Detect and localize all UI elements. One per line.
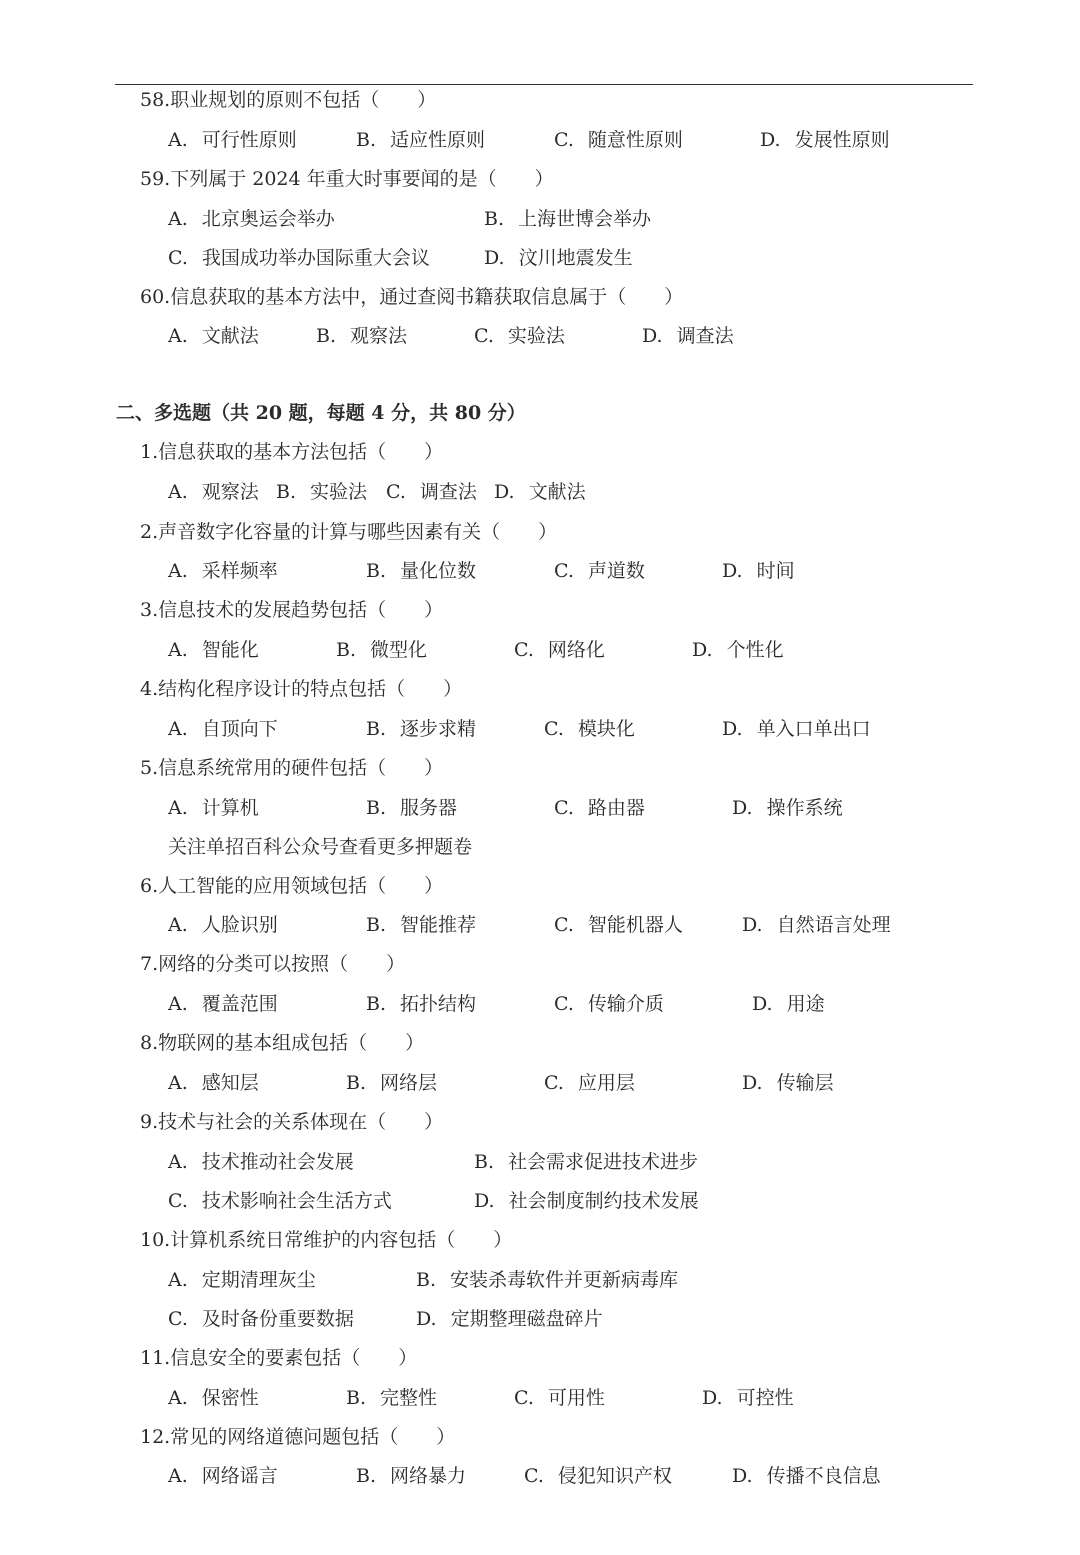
answer-option [554, 128, 683, 152]
option-text: 技术影响社会生活方式 [201, 1190, 392, 1212]
answer-option [168, 913, 278, 937]
answer-option [544, 717, 635, 741]
option-letter: D. [732, 1465, 753, 1487]
option-text: 网络暴力 [390, 1465, 467, 1487]
option-text: 用途 [786, 993, 825, 1015]
option-text: 逐步求精 [400, 718, 477, 740]
question-stem: 12.常见的网络道德问题包括（ ） [140, 1426, 456, 1448]
answer-option [416, 1268, 678, 1292]
option-letter: A. [168, 1151, 188, 1173]
answer-option [642, 324, 734, 348]
option-letter: A. [168, 1465, 188, 1487]
option-text: 网络谣言 [201, 1465, 278, 1487]
option-letter: B. [356, 129, 377, 151]
option-text: 应用层 [577, 1072, 635, 1094]
answer-option [168, 1071, 259, 1095]
option-text: 微型化 [370, 639, 428, 661]
answer-option [366, 796, 457, 820]
answer-option [524, 1464, 672, 1488]
option-text: 社会制度制约技术发展 [508, 1190, 699, 1212]
option-letter: B. [416, 1269, 437, 1291]
option-letter: D. [474, 1190, 495, 1212]
answer-option [168, 638, 259, 662]
option-letter: D. [732, 797, 753, 819]
answer-option [514, 1386, 605, 1410]
option-text: 声道数 [587, 560, 645, 582]
answer-option [168, 128, 297, 152]
option-text: 观察法 [201, 481, 259, 503]
option-letter: C. [554, 560, 574, 582]
option-letter: D. [722, 560, 743, 582]
option-letter: A. [168, 993, 188, 1015]
answer-option [554, 913, 683, 937]
option-letter: C. [514, 639, 534, 661]
option-text: 可用性 [547, 1387, 605, 1409]
answer-option [346, 1071, 437, 1095]
answer-option [494, 480, 586, 504]
option-text: 路由器 [587, 797, 645, 819]
answer-option [484, 207, 651, 231]
option-text: 智能机器人 [587, 914, 683, 936]
option-letter: A. [168, 1072, 188, 1094]
answer-option [168, 559, 278, 583]
option-text: 服务器 [400, 797, 458, 819]
option-text: 智能化 [201, 639, 259, 661]
option-letter: D. [742, 1072, 763, 1094]
option-letter: B. [346, 1072, 367, 1094]
answer-option [416, 1307, 603, 1331]
option-text: 自顶向下 [201, 718, 278, 740]
answer-option [168, 1464, 278, 1488]
answer-option [168, 246, 430, 270]
answer-option [732, 1464, 881, 1488]
option-text: 计算机 [201, 797, 259, 819]
answer-option [722, 717, 871, 741]
option-letter: D. [722, 718, 743, 740]
question-stem: 8.物联网的基本组成包括（ ） [140, 1032, 425, 1054]
option-letter: C. [168, 1308, 188, 1330]
option-letter: D. [484, 247, 505, 269]
answer-option [514, 638, 605, 662]
question-stem: 4.结构化程序设计的特点包括（ ） [140, 678, 463, 700]
option-letter: C. [554, 993, 574, 1015]
option-letter: C. [168, 247, 188, 269]
option-text: 保密性 [201, 1387, 259, 1409]
option-text: 观察法 [350, 325, 408, 347]
question-stem: 6.人工智能的应用领域包括（ ） [140, 875, 444, 897]
option-letter: D. [702, 1387, 723, 1409]
option-text: 发展性原则 [794, 129, 890, 151]
option-text: 时间 [756, 560, 795, 582]
option-letter: B. [346, 1387, 367, 1409]
option-letter: D. [494, 481, 515, 503]
answer-option [474, 1150, 698, 1174]
option-letter: C. [168, 1190, 188, 1212]
option-text: 可行性原则 [201, 129, 297, 151]
option-letter: C. [554, 914, 574, 936]
answer-option [168, 1386, 259, 1410]
top-rule [115, 84, 973, 85]
option-letter: D. [692, 639, 713, 661]
question-stem: 3.信息技术的发展趋势包括（ ） [140, 599, 444, 621]
option-letter: A. [168, 914, 188, 936]
option-text: 智能推荐 [400, 914, 477, 936]
option-text: 模块化 [577, 718, 635, 740]
answer-option [168, 1189, 392, 1213]
option-text: 社会需求促进技术进步 [508, 1151, 699, 1173]
option-text: 传播不良信息 [766, 1465, 881, 1487]
promo-note: 关注单招百科公众号查看更多押题卷 [168, 836, 473, 858]
answer-option [168, 1307, 354, 1331]
option-text: 完整性 [380, 1387, 438, 1409]
answer-option [336, 638, 427, 662]
answer-option [168, 796, 259, 820]
option-letter: B. [366, 993, 387, 1015]
question-stem: 2.声音数字化容量的计算与哪些因素有关（ ） [140, 521, 558, 543]
option-letter: A. [168, 797, 188, 819]
option-text: 网络层 [380, 1072, 438, 1094]
answer-option [346, 1386, 437, 1410]
answer-option [760, 128, 890, 152]
option-letter: B. [276, 481, 297, 503]
answer-option [474, 1189, 699, 1213]
option-text: 定期整理磁盘碎片 [450, 1308, 603, 1330]
option-letter: B. [316, 325, 337, 347]
option-letter: B. [366, 560, 387, 582]
option-text: 量化位数 [400, 560, 477, 582]
answer-option [366, 913, 476, 937]
question-stem: 1.信息获取的基本方法包括（ ） [140, 441, 444, 463]
option-text: 传输介质 [587, 993, 664, 1015]
answer-option [554, 796, 645, 820]
option-letter: A. [168, 481, 188, 503]
answer-option [276, 480, 367, 504]
option-text: 侵犯知识产权 [557, 1465, 672, 1487]
option-letter: A. [168, 718, 188, 740]
answer-option [356, 128, 485, 152]
answer-option [554, 559, 645, 583]
option-text: 上海世博会举办 [518, 208, 652, 230]
answer-option [484, 246, 633, 270]
option-text: 单入口单出口 [756, 718, 871, 740]
question-stem: 5.信息系统常用的硬件包括（ ） [140, 757, 444, 779]
question-stem: 11.信息安全的要素包括（ ） [140, 1347, 418, 1369]
question-stem: 9.技术与社会的关系体现在（ ） [140, 1111, 444, 1133]
option-text: 可控性 [736, 1387, 794, 1409]
answer-option [168, 207, 335, 231]
option-letter: D. [416, 1308, 437, 1330]
option-text: 人脸识别 [201, 914, 278, 936]
option-letter: B. [336, 639, 357, 661]
option-letter: A. [168, 1387, 188, 1409]
option-letter: C. [554, 797, 574, 819]
option-text: 汶川地震发生 [518, 247, 633, 269]
answer-option [544, 1071, 635, 1095]
option-text: 采样频率 [201, 560, 278, 582]
answer-option [168, 324, 259, 348]
option-text: 适应性原则 [390, 129, 486, 151]
question-stem: 10.计算机系统日常维护的内容包括（ ） [140, 1229, 513, 1251]
question-stem: 59.下列属于 2024 年重大时事要闻的是（ ） [140, 168, 554, 190]
question-stem: 58.职业规划的原则不包括（ ） [140, 89, 437, 111]
option-text: 调查法 [419, 481, 477, 503]
answer-option [366, 559, 476, 583]
answer-option [702, 1386, 794, 1410]
option-text: 技术推动社会发展 [201, 1151, 354, 1173]
option-letter: B. [484, 208, 505, 230]
option-letter: A. [168, 129, 188, 151]
option-text: 自然语言处理 [776, 914, 891, 936]
option-letter: D. [642, 325, 663, 347]
option-text: 操作系统 [766, 797, 843, 819]
answer-option [168, 717, 278, 741]
option-text: 文献法 [201, 325, 259, 347]
answer-option [316, 324, 407, 348]
option-letter: A. [168, 560, 188, 582]
option-text: 感知层 [201, 1072, 259, 1094]
answer-option [366, 992, 476, 1016]
option-letter: A. [168, 639, 188, 661]
option-letter: C. [544, 718, 564, 740]
option-letter: B. [366, 797, 387, 819]
answer-option [692, 638, 784, 662]
option-text: 调查法 [676, 325, 734, 347]
option-letter: C. [474, 325, 494, 347]
option-letter: D. [752, 993, 773, 1015]
answer-option [742, 913, 891, 937]
option-letter: B. [366, 718, 387, 740]
option-text: 传输层 [776, 1072, 834, 1094]
option-letter: C. [514, 1387, 534, 1409]
question-stem: 7.网络的分类可以按照（ ） [140, 953, 406, 975]
option-text: 北京奥运会举办 [201, 208, 335, 230]
answer-option [732, 796, 843, 820]
option-letter: A. [168, 325, 188, 347]
option-letter: A. [168, 208, 188, 230]
option-text: 实验法 [507, 325, 565, 347]
option-text: 及时备份重要数据 [201, 1308, 354, 1330]
option-text: 网络化 [547, 639, 605, 661]
option-letter: C. [544, 1072, 564, 1094]
answer-option [168, 1268, 316, 1292]
question-stem: 60.信息获取的基本方法中，通过查阅书籍获取信息属于（ ） [140, 286, 684, 308]
option-text: 安装杀毒软件并更新病毒库 [450, 1269, 679, 1291]
answer-option [386, 480, 477, 504]
answer-option [722, 559, 795, 583]
option-text: 覆盖范围 [201, 993, 278, 1015]
option-letter: A. [168, 1269, 188, 1291]
option-letter: B. [474, 1151, 495, 1173]
option-letter: C. [524, 1465, 544, 1487]
option-letter: D. [742, 914, 763, 936]
option-text: 个性化 [726, 639, 784, 661]
answer-option [474, 324, 565, 348]
option-text: 实验法 [310, 481, 368, 503]
option-letter: C. [554, 129, 574, 151]
section-heading: 二、多选题（共 20 题，每题 4 分，共 80 分） [116, 402, 526, 424]
answer-option [742, 1071, 834, 1095]
answer-option [366, 717, 476, 741]
option-letter: D. [760, 129, 781, 151]
option-text: 文献法 [528, 481, 586, 503]
option-text: 我国成功举办国际重大会议 [201, 247, 430, 269]
option-text: 定期清理灰尘 [201, 1269, 316, 1291]
answer-option [554, 992, 664, 1016]
option-letter: B. [356, 1465, 377, 1487]
option-letter: B. [366, 914, 387, 936]
answer-option [356, 1464, 466, 1488]
answer-option [168, 992, 278, 1016]
answer-option [752, 992, 825, 1016]
answer-option [168, 1150, 354, 1174]
answer-option [168, 480, 259, 504]
option-letter: C. [386, 481, 406, 503]
option-text: 随意性原则 [587, 129, 683, 151]
option-text: 拓扑结构 [400, 993, 477, 1015]
